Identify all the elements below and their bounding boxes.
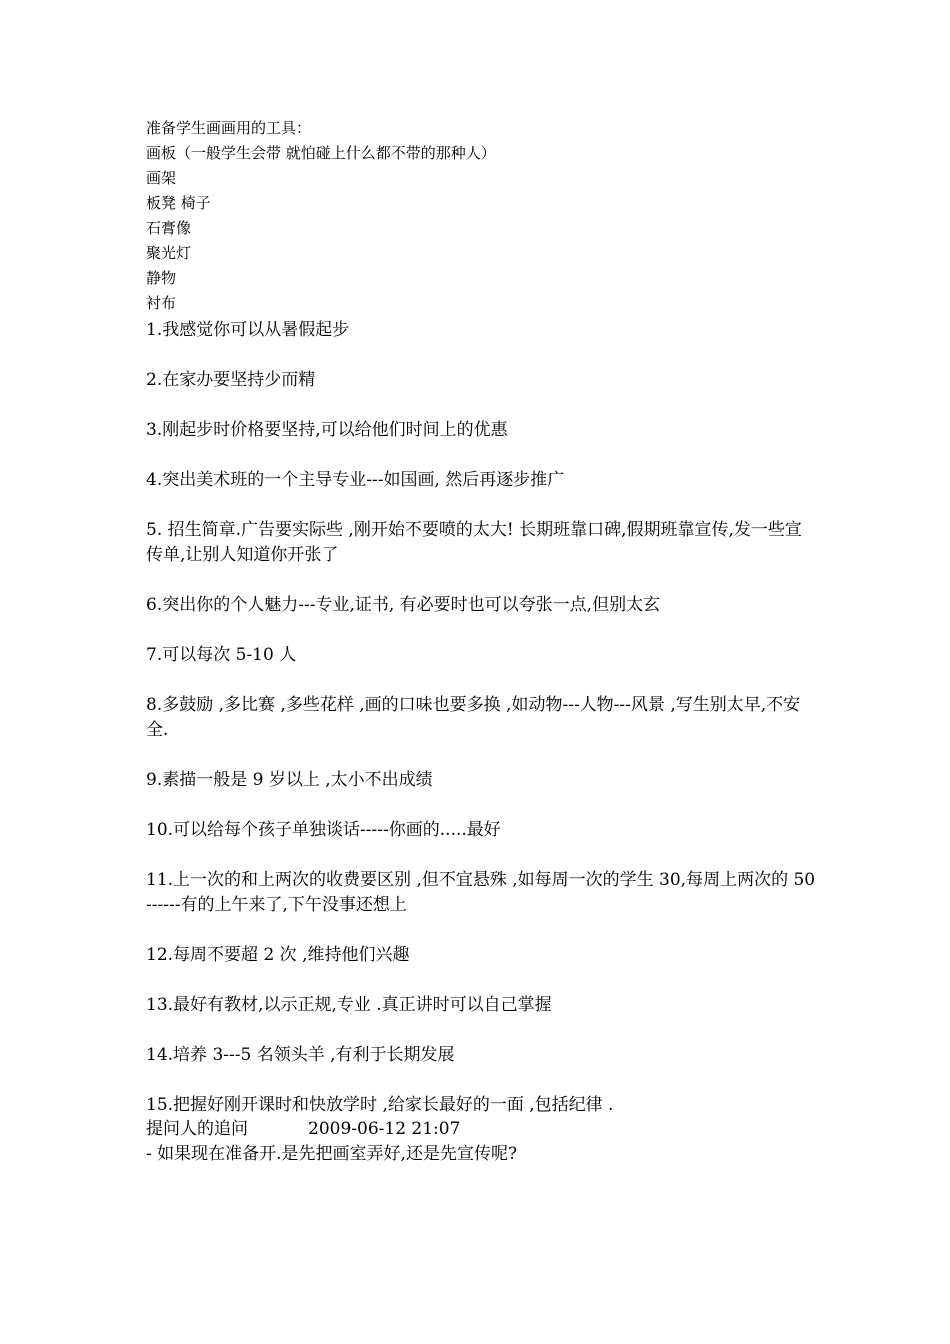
tip-item: 3.刚起步时价格要坚持,可以给他们时间上的优惠 <box>146 420 508 440</box>
tool-item: 画架 <box>146 169 177 187</box>
tip-item: 1.我感觉你可以从暑假起步 <box>146 320 350 340</box>
tip-item: 10.可以给每个孩子单独谈话-----你画的.....最好 <box>146 820 501 840</box>
follow-up-question: - 如果现在准备开.是先把画室弄好,还是先宣传呢? <box>146 1144 518 1164</box>
follow-up-label: 提问人的追问 <box>146 1119 248 1139</box>
tool-item: 板凳 椅子 <box>146 194 211 212</box>
tool-item: 画板（一般学生会带 就怕碰上什么都不带的那种人） <box>146 144 496 162</box>
tip-item: 5. 招生简章.广告要实际些 ,刚开始不要喷的太大! 长期班靠口碑,假期班靠宣传,发一些宣传单,让别人知道你开张了 <box>146 520 802 565</box>
tool-item: 石膏像 <box>146 219 192 237</box>
tool-item: 聚光灯 <box>146 244 192 262</box>
tips-list <box>146 318 816 1118</box>
tools-list <box>146 116 816 316</box>
tip-item: 6.突出你的个人魅力---专业,证书, 有必要时也可以夸张一点,但别太玄 <box>146 595 661 615</box>
tip-item: 11.上一次的和上两次的收费要区别 ,但不宜悬殊 ,如每周一次的学生 30,每周上两次的 50 ------有的上午来了,下午没事还想上 <box>146 870 816 915</box>
follow-up-timestamp: 2009-06-12 21:07 <box>308 1119 461 1139</box>
tip-item: 4.突出美术班的一个主导专业---如国画, 然后再逐步推广 <box>146 470 565 490</box>
tip-item: 7.可以每次 5-10 人 <box>146 645 297 665</box>
tip-item: 13.最好有教材,以示正规,专业 .真正讲时可以自己掌握 <box>146 995 552 1015</box>
tool-item: 衬布 <box>146 294 177 312</box>
tip-item: 8.多鼓励 ,多比赛 ,多些花样 ,画的口味也要多换 ,如动物---人物---风景 ,写生别太早,不安全. <box>146 695 801 740</box>
tools-heading: 准备学生画画用的工具： <box>146 119 312 137</box>
follow-up-header <box>146 1118 816 1141</box>
tip-item: 2.在家办要坚持少而精 <box>146 370 316 390</box>
tool-item: 静物 <box>146 269 177 287</box>
tip-item: 9.素描一般是 9 岁以上 ,太小不出成绩 <box>146 770 433 790</box>
document-body <box>146 116 816 1167</box>
tip-item: 14.培养 3---5 名领头羊 ,有利于长期发展 <box>146 1045 455 1065</box>
tip-item: 12.每周不要超 2 次 ,维持他们兴趣 <box>146 945 410 965</box>
tip-item: 15.把握好刚开课时和快放学时 ,给家长最好的一面 ,包括纪律 . <box>146 1095 614 1115</box>
